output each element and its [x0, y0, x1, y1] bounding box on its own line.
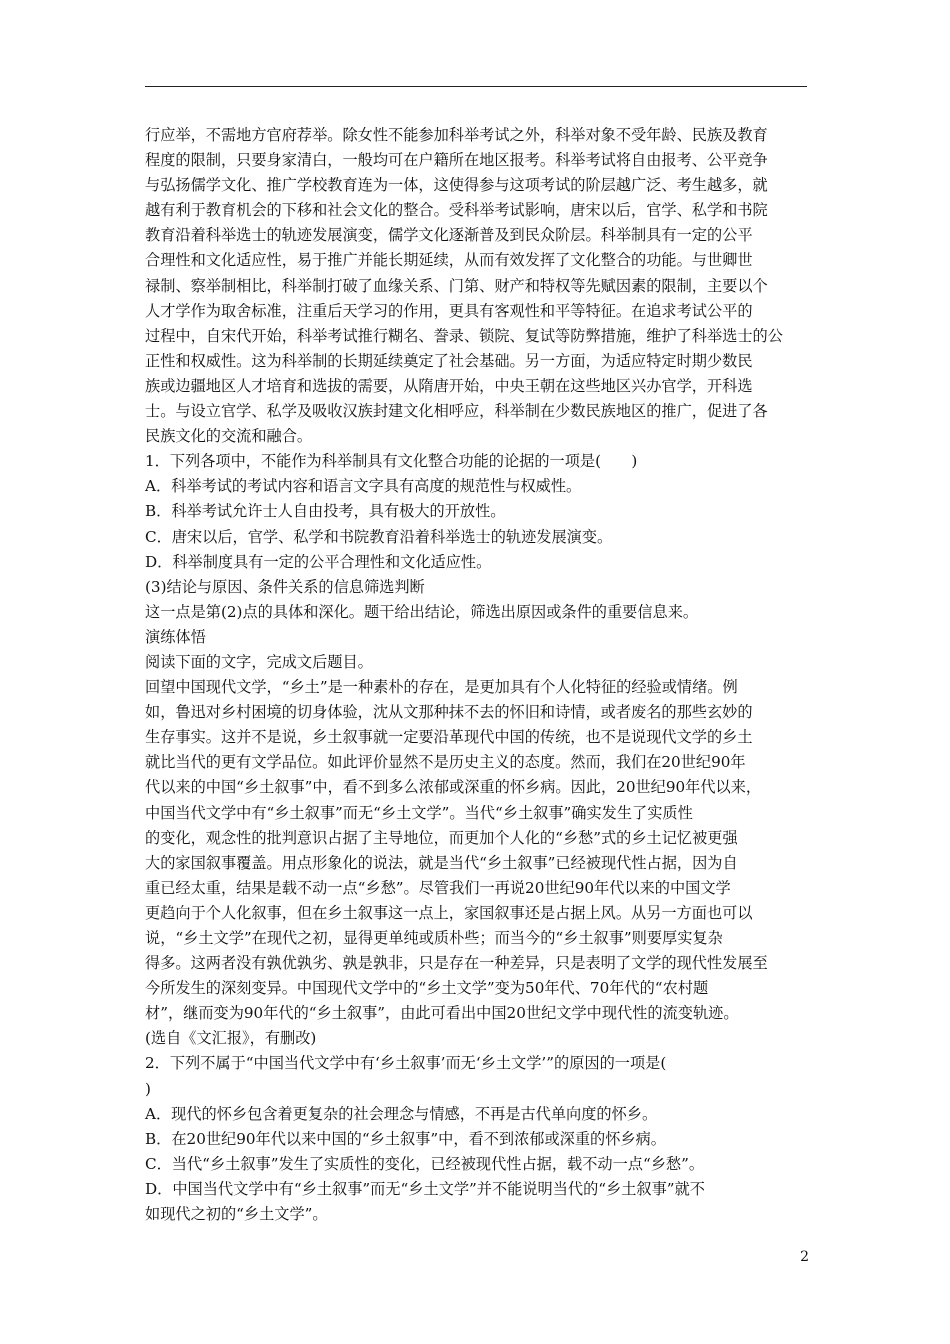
text-line: 大的家国叙事覆盖。用点形象化的说法，就是当代“乡土叙事”已经被现代性占据，因为自 [145, 853, 738, 872]
text-line: 代以来的中国“乡土叙事”中，看不到多么浓郁或深重的怀乡病。因此，20世纪90年代以来， [145, 778, 762, 797]
text-line: D．科举制度具有一定的公平合理性和文化适应性。 [145, 552, 492, 571]
text-line: (3)结论与原因、条件关系的信息筛选判断 [145, 577, 425, 596]
text-line: 的变化，观念性的批判意识占据了主导地位，而更加个人化的“乡愁”式的乡土记忆被更强 [145, 828, 738, 847]
text-line: B．在20世纪90年代以来中国的“乡土叙事”中，看不到浓郁或深重的怀乡病。 [145, 1129, 666, 1148]
text-line: 如现代之初的“乡土文学”。 [145, 1205, 328, 1224]
text-line: 与弘扬儒学文化、推广学校教育连为一体，这使得参与这项考试的阶层越广泛、考生越多，就 [145, 176, 768, 195]
text-line: C．唐宋以后，官学、私学和书院教育沿着科举选士的轨迹发展演变。 [145, 527, 613, 546]
text-line: 越有利于教育机会的下移和社会文化的整合。受科举考试影响，唐宋以后，官学、私学和书院 [145, 201, 768, 220]
text-line: 材”，继而变为90年代的“乡土叙事”，由此可看出中国20世纪文学中现代性的流变轨迹。 [145, 1004, 739, 1023]
text-line: 今所发生的深刻变异。中国现代文学中的“乡土文学”变为50年代、70年代的“农村题 [145, 979, 709, 998]
text-line: 生存事实。这并不是说，乡土叙事就一定要沿革现代中国的传统，也不是说现代文学的乡土 [145, 728, 753, 747]
document-body [145, 123, 807, 1227]
text-line: B．科举考试允许士人自由投考，具有极大的开放性。 [145, 502, 506, 521]
page-number: 2 [800, 1249, 809, 1265]
text-line: D．中国当代文学中有“乡土叙事”而无“乡土文学”并不能说明当代的“乡土叙事”就不 [145, 1179, 705, 1198]
text-line: 人才学作为取舍标准，注重后天学习的作用，更具有客观性和平等特征。在追求考试公平的 [145, 301, 753, 320]
text-line: 过程中，自宋代开始，科举考试推行糊名、誊录、锁院、复试等防弊措施，维护了科举选士的公 [145, 326, 783, 345]
text-line: 1．下列各项中，不能作为科举制具有文化整合功能的论据的一项是( ) [145, 452, 638, 471]
text-line: 行应举，不需地方官府荐举。除女性不能参加科举考试之外，科举对象不受年龄、民族及教育 [145, 126, 768, 144]
text-line: A．科举考试的考试内容和语言文字具有高度的规范性与权威性。 [145, 477, 582, 496]
text-line: (选自《文汇报》，有删改) [145, 1029, 317, 1048]
text-line: 就比当代的更有文学品位。如此评价显然不是历史主义的态度。然而，我们在20世纪90年 [145, 753, 746, 772]
header-rule [145, 86, 807, 87]
text-line: 合理性和文化适应性，易于推广并能长期延续，从而有效发挥了文化整合的功能。与世卿世 [145, 251, 753, 270]
text-line: 更趋向于个人化叙事，但在乡土叙事这一点上，家国叙事还是占据上风。从另一方面也可以 [145, 903, 753, 922]
text-line: 如，鲁迅对乡村困境的切身体验，沈从文那种抹不去的怀旧和诗情，或者废名的那些玄妙的 [145, 703, 753, 722]
text-line: 这一点是第(2)点的具体和深化。题干给出结论，筛选出原因或条件的重要信息来。 [145, 602, 699, 621]
text-line: 2．下列不属于“中国当代文学中有‘乡土叙事’而无‘乡土文学’”的原因的一项是( [145, 1054, 667, 1073]
text-line: 正性和权威性。这为科举制的长期延续奠定了社会基础。另一方面，为适应特定时期少数民 [145, 351, 753, 370]
text-line: 禄制、察举制相比，科举制打破了血缘关系、门第、财产和特权等先赋因素的限制，主要以个 [145, 276, 768, 295]
text-line: 得多。这两者没有孰优孰劣、孰是孰非，只是存在一种差异，只是表明了文学的现代性发展至 [145, 954, 768, 973]
text-line: 族或边疆地区人才培育和选拔的需要，从隋唐开始，中央王朝在这些地区兴办官学，开科选 [145, 376, 753, 395]
text-line: 重已经太重，结果是载不动一点“乡愁”。尽管我们一再说20世纪90年代以来的中国文学 [145, 878, 731, 897]
text-line: A．现代的怀乡包含着更复杂的社会理念与情感，不再是古代单向度的怀乡。 [145, 1104, 658, 1123]
text-line: 程度的限制，只要身家清白，一般均可在户籍所在地区报考。科举考试将自由报考、公平竞争 [145, 151, 768, 170]
text-line: 士。与设立官学、私学及吸收汉族封建文化相呼应，科举制在少数民族地区的推广，促进了各 [145, 402, 768, 421]
text-line: 回望中国现代文学，“乡土”是一种素朴的存在，是更加具有个人化特征的经验或情绪。例 [145, 678, 738, 697]
text-line: 说，“乡土文学”在现代之初，显得更单纯或质朴些；而当今的“乡土叙事”则要厚实复杂 [145, 929, 723, 947]
text-line: ) [145, 1079, 151, 1098]
text-line: 教育沿着科举选士的轨迹发展演变，儒学文化逐渐普及到民众阶层。科举制具有一定的公平 [145, 226, 753, 245]
text-line: 演练体悟 [145, 627, 206, 646]
text-line: C．当代“乡土叙事”发生了实质性的变化，已经被现代性占据，载不动一点“乡愁”。 [145, 1154, 705, 1173]
text-line: 阅读下面的文字，完成文后题目。 [145, 652, 373, 671]
text-line: 中国当代文学中有“乡土叙事”而无“乡土文学”。当代“乡土叙事”确实发生了实质性 [145, 803, 693, 822]
text-line: 民族文化的交流和融合。 [145, 427, 313, 446]
